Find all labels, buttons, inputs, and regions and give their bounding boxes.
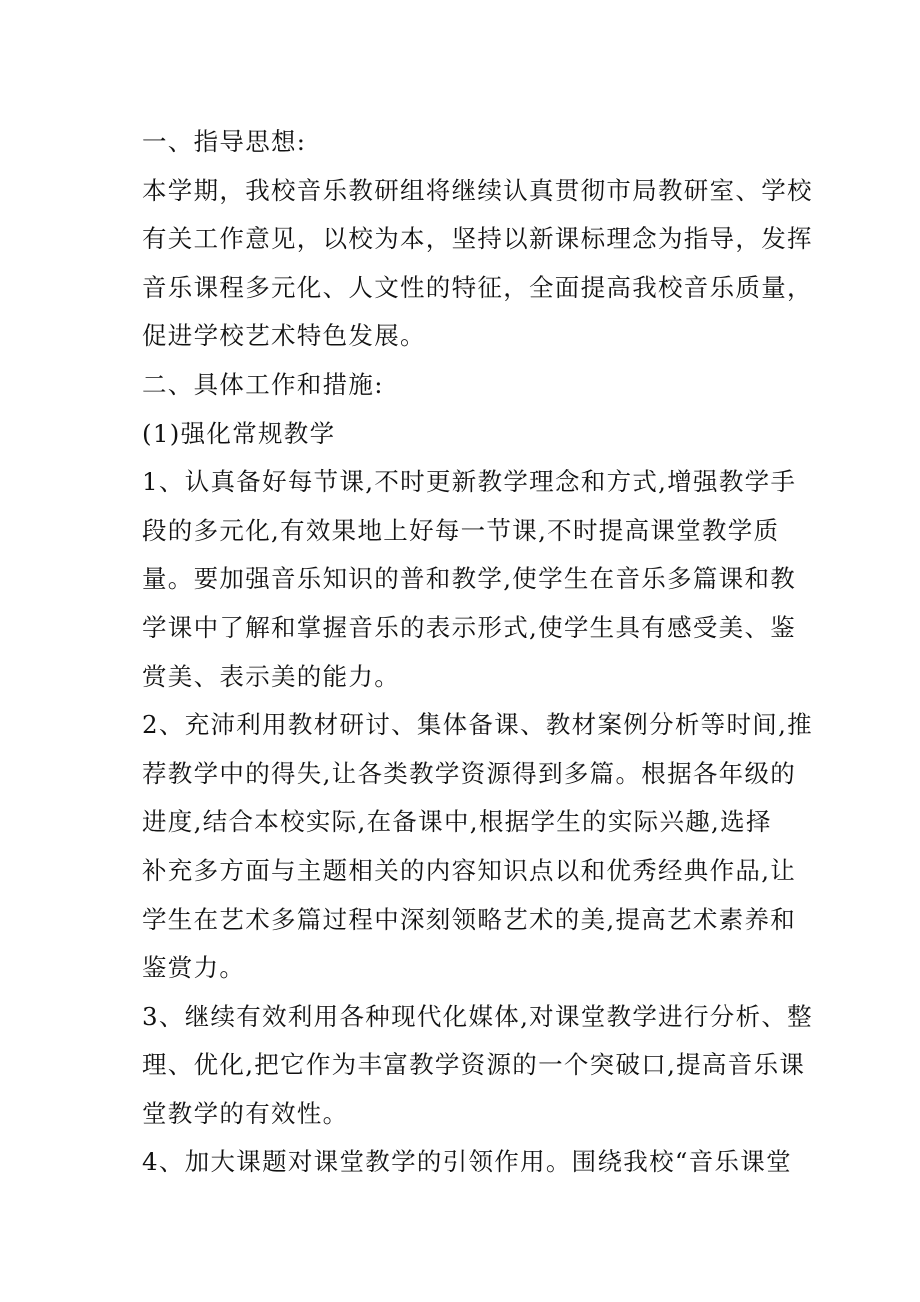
text-line: 有关工作意见，以校为本，坚持以新课标理念为指导，发挥 (142, 224, 813, 254)
section-heading-work-measures (142, 361, 788, 410)
text-line: 进度,结合本校实际,在备课中,根据学生的实际兴趣,选择 (142, 807, 772, 837)
text-line: (1)强化常规教学 (142, 418, 336, 448)
text-line: 4、加大课题对课堂教学的引领作用。围绕我校“音乐课堂 (142, 1147, 792, 1177)
paragraph-intro (142, 167, 813, 361)
document-body (142, 118, 813, 1187)
list-item-4 (142, 1138, 792, 1187)
text-line: 1、认真备好每节课,不时更新教学理念和方式,增强教学手 (142, 467, 797, 497)
text-line: 学课中了解和掌握音乐的表示形式,使学生具有感受美、鉴 (142, 612, 797, 642)
text-line: 堂教学的有效性。 (142, 1098, 349, 1128)
text-line: 荐教学中的得失,让各类教学资源得到多篇。根据各年级的 (142, 758, 797, 788)
text-line: 学生在艺术多篇过程中深刻领略艺术的美,提高艺术素养和 (142, 904, 797, 934)
subsection-heading-routine-teaching (142, 410, 788, 459)
text-line: 一、指导思想: (142, 127, 307, 156)
text-line: 音乐课程多元化、人文性的特征，全面提高我校音乐质量， (142, 272, 813, 302)
list-item-2 (142, 701, 813, 993)
text-line: 鉴赏力。 (142, 953, 246, 983)
text-line: 3、继续有效利用各种现代化媒体,对课堂教学进行分析、整 (142, 1001, 813, 1031)
text-line: 本学期，我校音乐教研组将继续认真贯彻市局教研室、学校 (142, 175, 813, 205)
text-line: 量。要加强音乐知识的普和教学,使学生在音乐多篇课和教 (142, 564, 797, 594)
text-line: 段的多元化,有效果地上好每一节课,不时提高课堂教学质 (142, 515, 780, 545)
text-line: 赏美、表示美的能力。 (142, 661, 400, 691)
text-line: 促进学校艺术特色发展。 (142, 321, 426, 351)
text-line: 补充多方面与主题相关的内容知识点以和优秀经典作品,让 (142, 855, 797, 885)
list-item-1 (142, 458, 797, 701)
text-line: 2、充沛利用教材研讨、集体备课、教材案例分析等时间,推 (142, 710, 813, 740)
section-heading-guiding-ideology (142, 118, 788, 167)
list-item-3 (142, 993, 813, 1139)
text-line: 理、优化,把它作为丰富教学资源的一个突破口,提高音乐课 (142, 1050, 806, 1080)
text-line: 二、具体工作和措施: (142, 369, 384, 399)
